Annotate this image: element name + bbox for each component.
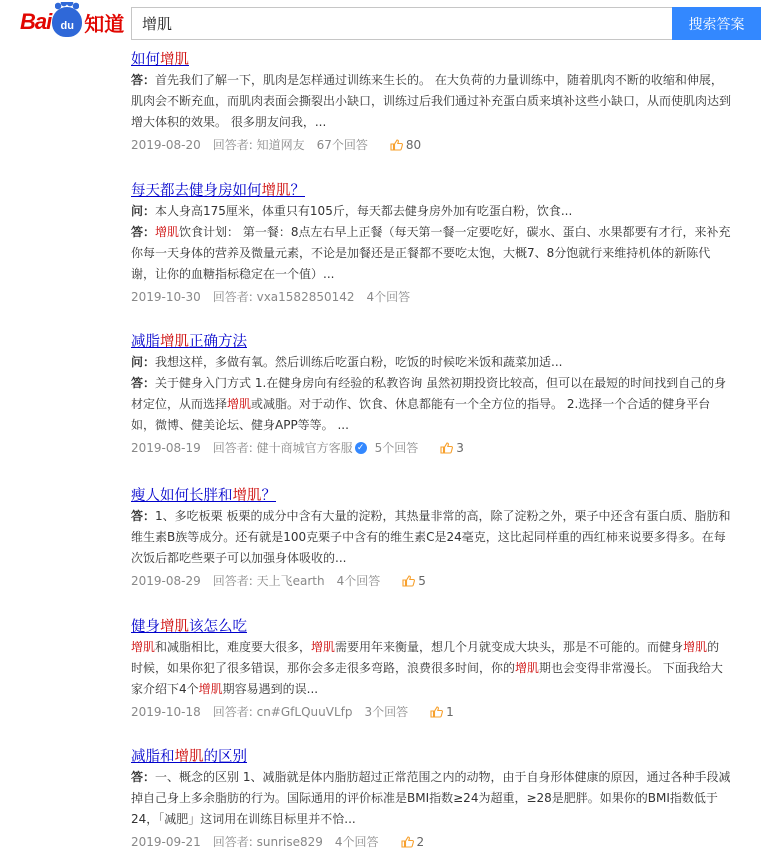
- answer-count-link[interactable]: 4个回答: [366, 290, 411, 304]
- result-date: 2019-09-21: [131, 835, 201, 849]
- answerer-info: 回答者: 天上飞earth: [212, 574, 325, 588]
- like-count[interactable]: [440, 438, 464, 458]
- like-number: 5: [418, 574, 426, 588]
- answerer-info: 回答者: 健十商城官方客服: [212, 441, 353, 455]
- result-date: 2019-08-20: [131, 138, 201, 152]
- search-answer-button[interactable]: 搜索答案: [672, 7, 761, 40]
- answer-count-link[interactable]: 67个回答: [316, 138, 368, 152]
- logo-bai-text: Bai: [20, 9, 52, 34]
- like-number: 3: [456, 441, 464, 455]
- keyword-highlight: 增肌: [160, 52, 189, 68]
- keyword-highlight: 增肌: [198, 682, 223, 696]
- thumbs-up-icon: [402, 575, 415, 587]
- header-bar: [0, 0, 761, 46]
- like-count[interactable]: [402, 571, 426, 591]
- keyword-highlight: 增肌: [174, 749, 204, 765]
- snippet-label: 问：: [131, 355, 156, 369]
- result-meta: [131, 135, 731, 155]
- keyword-highlight: 增肌: [131, 640, 156, 654]
- snippet-label: 答：: [131, 509, 156, 523]
- result-meta: [131, 438, 731, 458]
- result-meta: [131, 832, 731, 852]
- snippet-label: 问：: [131, 204, 156, 218]
- result-title-link[interactable]: 健身增肌该怎么吃: [131, 619, 247, 635]
- keyword-highlight: 增肌: [683, 640, 708, 654]
- answer-count-link[interactable]: 4个回答: [334, 835, 379, 849]
- result-snippet: 答：关于健身入门方式 1.在健身房向有经验的私教咨询 虽然初期投资比较高，但可以在最短的时间找到自己的身材定位，从而选择增肌或减脂。对于动作、饮食、休息都能有一个全方位的指导。 2.选择一个合适的健身平台 如，微博、健美论坛、健身APP等等。 ...: [131, 376, 727, 432]
- baidu-zhidao-logo[interactable]: [20, 6, 124, 38]
- answerer-info: 回答者: sunrise829: [212, 835, 323, 849]
- keyword-highlight: 增肌: [311, 640, 336, 654]
- answer-count-link[interactable]: 3个回答: [364, 705, 409, 719]
- snippet-label: 答：: [131, 376, 156, 390]
- answerer-info: 回答者: 知道网友: [212, 138, 305, 152]
- keyword-highlight: 增肌: [515, 661, 540, 675]
- result-date: 2019-10-18: [131, 705, 201, 719]
- result-title-link[interactable]: 每天都去健身房如何增肌？: [131, 183, 305, 199]
- result-date: 2019-08-29: [131, 574, 201, 588]
- like-count[interactable]: [390, 135, 421, 155]
- result-snippet: 答：1、多吃板栗 板栗的成分中含有大量的淀粉，其热量非常的高，除了淀粉之外，栗子中还含有蛋白质、脂肪和维生素B族等成分。还有就是100克栗子中含有的维生素C是24毫克，这比起同样重的西红柿来说要多得多。在每次饭后都吃些栗子可以加强身体吸收的...: [131, 509, 731, 565]
- result-snippet: 增肌和减脂相比，难度要大很多，增肌需要用年来衡量，想几个月就变成大块头，那是不可能的。而健身增肌的时候，如果你犯了很多错误，那你会多走很多弯路，浪费很多时间，你的增肌期也会变得非常漫长。 下面我给大家介绍下4个增肌期容易遇到的误...: [131, 640, 723, 696]
- logo-zhidao-text: 知道: [84, 13, 125, 36]
- result-snippet: 答：增肌饮食计划： 第一餐：8点左右早上正餐（每天第一餐一定要吃好，碳水、蛋白、水果都要有才行，来补充你每一天身体的营养及微量元素，不论是加餐还是正餐都不要吃太饱，大概7、8分饱就行来维持机体的新陈代谢，让你的血糖指标稳定在一个值）...: [131, 225, 731, 281]
- keyword-highlight: 增肌: [155, 225, 180, 239]
- like-count[interactable]: [401, 832, 425, 852]
- keyword-highlight: 增肌: [227, 397, 252, 411]
- verified-badge-icon: ✓: [355, 442, 367, 454]
- result-title-link[interactable]: 瘦人如何长胖和增肌？: [131, 488, 276, 504]
- keyword-highlight: 增肌: [261, 183, 291, 199]
- result-item: [131, 332, 731, 458]
- result-snippet: 答：一、概念的区别 1、减脂就是体内脂肪超过正常范围之内的动物，由于自身形体健康的原因，通过各种手段减掉自己身上多余脂肪的行为。国际通用的评价标准是BMI指数≥24为超重，≥28是肥胖。如果你的BMI指数低于24，「减肥」这词用在训练目标里并不恰...: [131, 770, 731, 826]
- search-input[interactable]: [131, 7, 672, 40]
- result-title-link[interactable]: 减脂增肌正确方法: [131, 334, 247, 350]
- answer-count-link[interactable]: 4个回答: [336, 574, 381, 588]
- result-meta: [131, 287, 731, 307]
- answerer-info: 回答者: cn#GfLQuuVLfp: [212, 705, 353, 719]
- snippet-label: 答：: [131, 73, 156, 87]
- result-snippet: 答：首先我们了解一下，肌肉是怎样通过训练来生长的。 在大负荷的力量训练中，随着肌肉不断的收缩和伸展，肌肉会不断充血，而肌肉表面会撕裂出小缺口，训练过后我们通过补充蛋白质来填补这些小缺口，从而使肌肉达到增大体积的效果。 很多朋友问我，...: [131, 73, 732, 129]
- result-item: [131, 617, 731, 722]
- logo-paw-icon: [52, 7, 82, 37]
- result-meta: [131, 571, 731, 591]
- result-item: [131, 486, 731, 591]
- result-title-link[interactable]: 如何增肌: [131, 52, 189, 68]
- result-snippet: 问：本人身高175厘米，体重只有105斤，每天都去健身房外加有吃蛋白粉，饮食...: [131, 204, 573, 218]
- answerer-info: 回答者: vxa1582850142: [212, 290, 355, 304]
- thumbs-up-icon: [390, 139, 403, 151]
- keyword-highlight: 增肌: [232, 488, 262, 504]
- result-date: 2019-10-30: [131, 290, 201, 304]
- snippet-label: 答：: [131, 225, 156, 239]
- answer-count-link[interactable]: 5个回答: [374, 441, 419, 455]
- result-meta: [131, 702, 731, 722]
- like-number: 80: [405, 138, 422, 152]
- keyword-highlight: 增肌: [160, 334, 189, 350]
- result-title-link[interactable]: 减脂和增肌的区别: [131, 749, 247, 765]
- result-item: [131, 181, 731, 307]
- snippet-label: 答：: [131, 770, 156, 784]
- logo-du-text: du: [60, 20, 74, 32]
- like-number: 1: [446, 705, 454, 719]
- result-item: [131, 50, 731, 155]
- result-item: [131, 747, 731, 852]
- result-date: 2019-08-19: [131, 441, 201, 455]
- like-count[interactable]: [430, 702, 454, 722]
- thumbs-up-icon: [430, 706, 443, 718]
- thumbs-up-icon: [401, 836, 414, 848]
- like-number: 2: [416, 835, 425, 849]
- result-snippet: 问：我想这样，多做有氧。然后训练后吃蛋白粉，吃饭的时候吃米饭和蔬菜加适...: [131, 355, 563, 369]
- thumbs-up-icon: [440, 442, 453, 454]
- keyword-highlight: 增肌: [160, 619, 189, 635]
